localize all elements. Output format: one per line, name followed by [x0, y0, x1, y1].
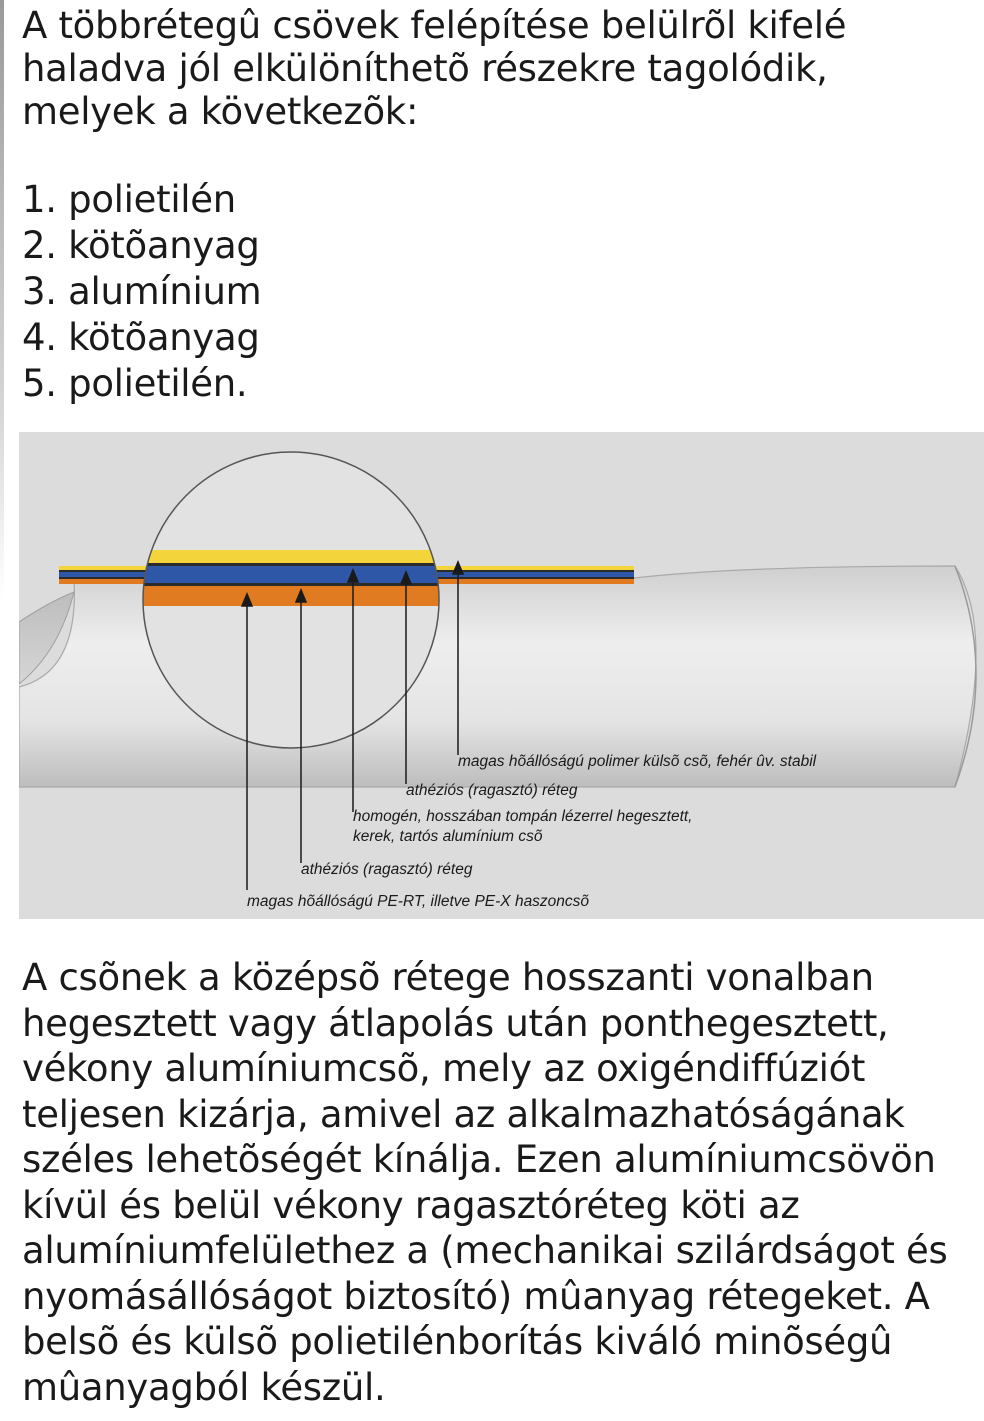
layer-list: [22, 177, 261, 407]
layer-list-item: 3. alumínium: [22, 270, 262, 313]
pipe-layer-diagram: [19, 432, 984, 919]
label-outer-pe: magas hõállóságú polimer külsõ csõ, fehér ûv. stabil: [458, 753, 817, 770]
page-edge-shadow: [0, 0, 4, 600]
body-line: nyomásállóságot biztosító) mûanyag rétegeket. A: [22, 1274, 930, 1318]
layer-list-item: 5. polietilén.: [22, 362, 248, 405]
intro-line: A többrétegû csövek felépítése belülrõl kifelé: [22, 4, 847, 47]
label-inner-adhesive: athéziós (ragasztó) réteg: [301, 861, 473, 878]
body-paragraph: [22, 955, 947, 1410]
layer-list-item: 1. polietilén: [22, 178, 236, 221]
label-aluminium-1: homogén, hosszában tompán lézerrel hegesztett,: [353, 808, 693, 825]
body-line: teljesen kizárja, amivel az alkalmazhatóságának: [22, 1092, 905, 1136]
intro-line: melyek a következõk:: [22, 90, 419, 133]
label-aluminium-2: kerek, tartós alumínium csõ: [353, 828, 543, 845]
label-inner-pe: magas hõállóságú PE-RT, illetve PE-X haszoncsõ: [247, 893, 590, 910]
layer-list-item: 2. kötõanyag: [22, 224, 260, 267]
body-line: vékony alumíniumcsõ, mely az oxigéndiffúziót: [22, 1047, 866, 1090]
intro-line: haladva jól elkülöníthetõ részekre tagolódik,: [22, 47, 828, 90]
body-line: mûanyagból készül.: [22, 1365, 386, 1409]
layer-list-item: 4. kötõanyag: [22, 316, 260, 359]
magnified-layers: [139, 550, 449, 606]
body-line: széles lehetõségét kínálja. Ezen alumíniumcsövön: [22, 1138, 936, 1181]
body-line: hegesztett vagy átlapolás után ponthegesztett,: [22, 1001, 889, 1045]
intro-paragraph: [22, 4, 846, 133]
body-line: kívül és belül vékony ragasztóréteg köti az: [22, 1183, 800, 1227]
body-line: A csõnek a középsõ rétege hosszanti vonalban: [22, 956, 874, 999]
body-line: alumíniumfelülethez a (mechanikai szilárdságot és: [22, 1229, 948, 1272]
label-outer-adhesive: athéziós (ragasztó) réteg: [406, 782, 578, 799]
body-line: belsõ és külsõ polietilénborítás kiváló minõségû: [22, 1320, 893, 1363]
